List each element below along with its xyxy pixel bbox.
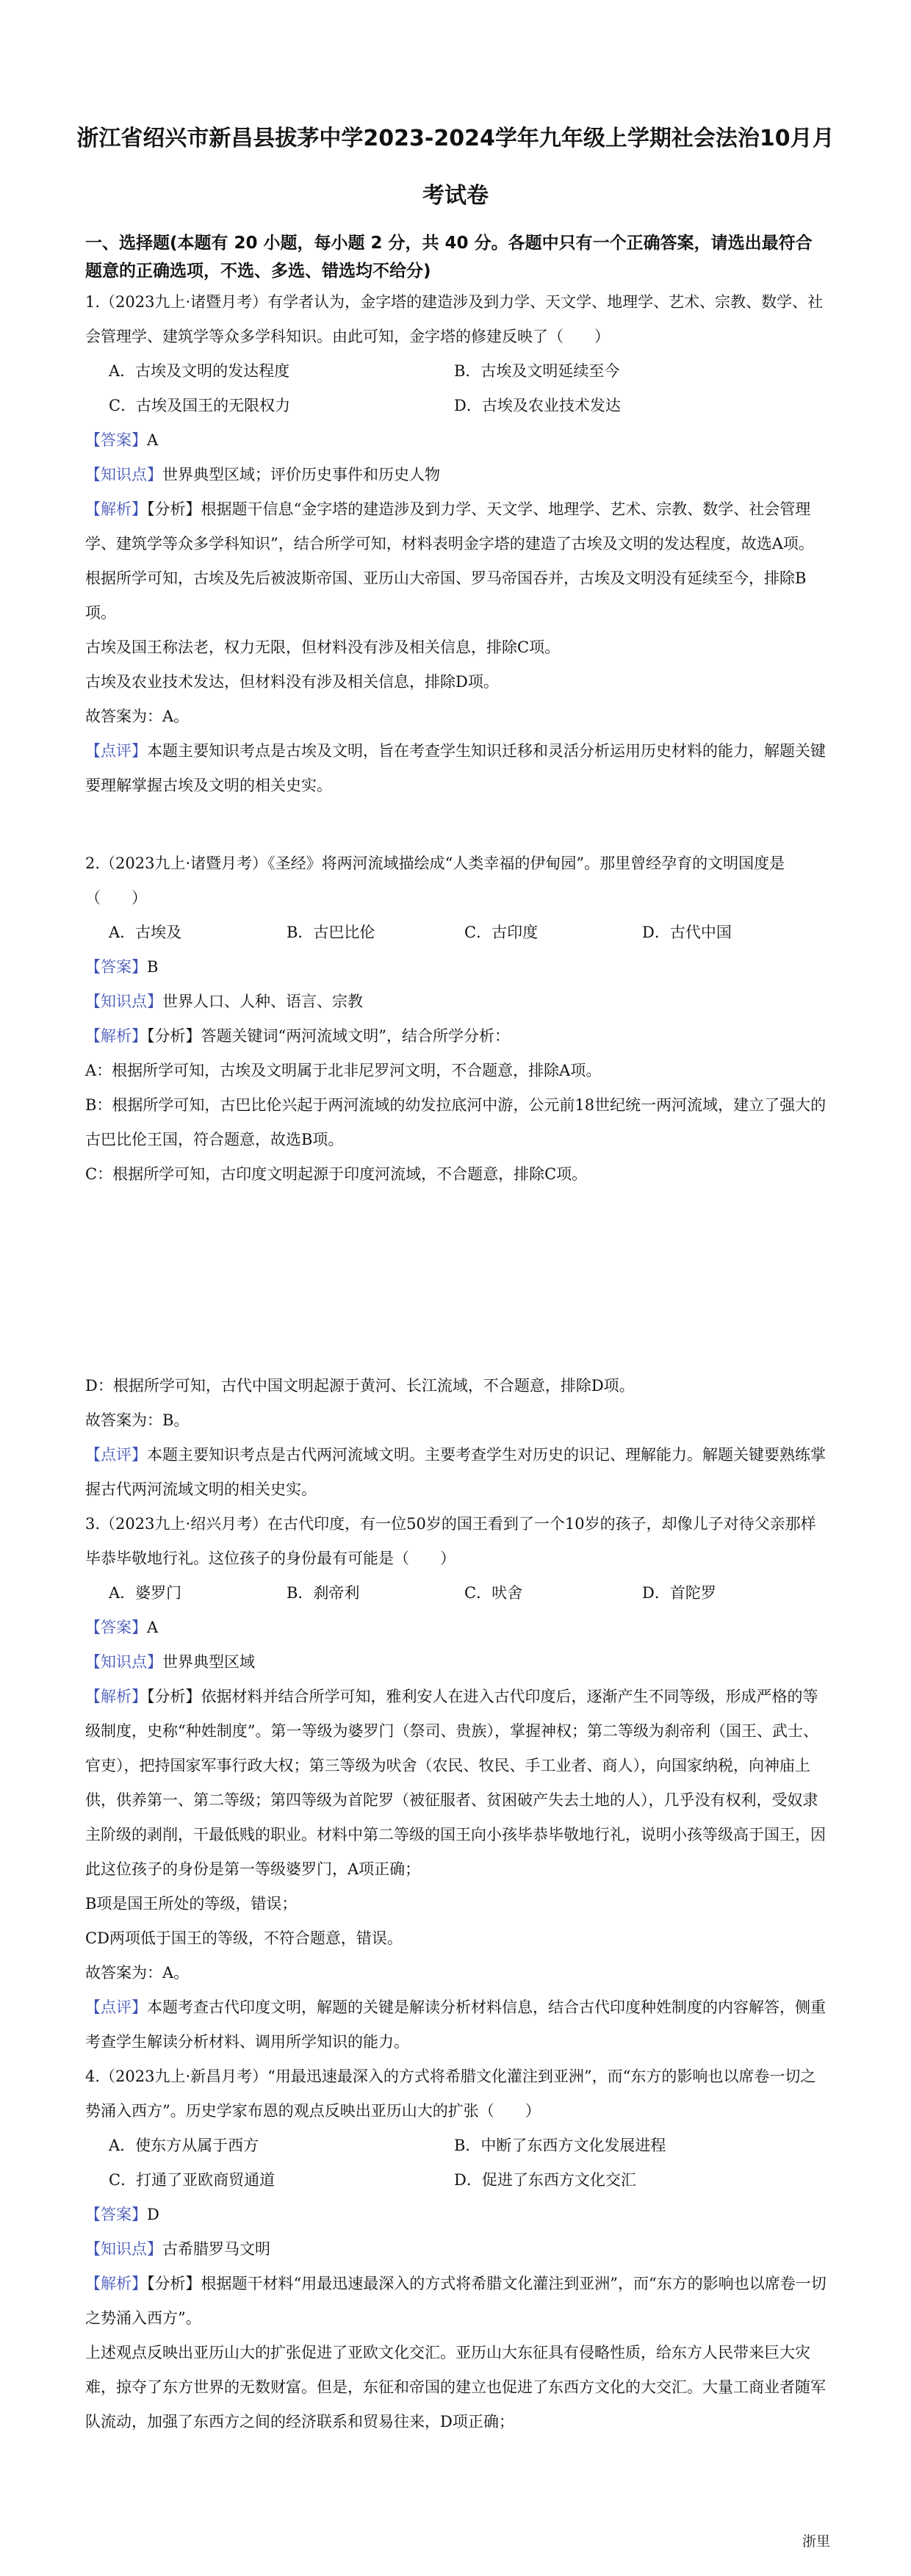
analysis-text: 【分析】依据材料并结合所学可知，雅利安人在进入古代印度后，逐渐产生不同等级，形成严格的等级制度，史称“种姓制度”。第一等级为婆罗门（祭司、贵族），掌握神权；第二等级为刹帝利（国王、武士、官吏），把持国家军事行政大权；第三等级为吠舍（农民、牧民、手工业者、商人），向国家纳税，向神庙上供，供养第一、第二等级；第四等级为首陀罗（被征服者、贫困破产失去土地的人），几乎没有权利，受奴隶主阶级的剥削，干最低贱的职业。材料中第二等级的国王向小孩毕恭毕敬地行礼，说明小孩等级高于国王，因此这位孩子的身份是第一等级婆罗门，A项正确；: [85, 1688, 826, 1878]
option-d: D．古代中国: [642, 924, 732, 941]
comment-tag: 【点评】: [85, 1446, 147, 1464]
analysis-text: 【分析】根据题干信息“金字塔的建造涉及到力学、天文学、地理学、艺术、宗教、数学、社会管理学、建筑学等众多学科知识”，结合所学可知，材料表明金字塔的建造了古埃及文明的发达程度，故选A项。: [85, 500, 814, 553]
option-list: [85, 2129, 827, 2198]
option-a: A．古埃及: [109, 924, 182, 941]
section-heading: 一、选择题(本题有 20 小题，每小题 2 分，共 40 分。各题中只有一个正确答案，请选出最符合题意的正确选项，不选、多选、错选均不给分): [85, 234, 813, 281]
option-list: [85, 915, 827, 950]
knowledge-text: 世界典型区域: [162, 1653, 255, 1671]
question-stem: 4.（2023九上·新昌月考）“用最迅速最深入的方式将希腊文化灌注到亚洲”，而“东方的影响也以席卷一切之势涌入西方”。历史学家布恩的观点反映出亚历山大的扩张（ ）: [85, 2068, 816, 2120]
analysis-line: [85, 1680, 827, 1887]
knowledge-line: [85, 1645, 827, 1680]
page-title: 浙江省绍兴市新昌县拔茅中学2023-2024学年九年级上学期社会法治10月月考试卷: [76, 126, 835, 209]
option-c: C．吠舍: [464, 1584, 523, 1602]
knowledge-tag: 【知识点】: [85, 2240, 162, 2258]
option-list: [85, 1576, 827, 1611]
comment-line: [85, 734, 827, 803]
answer-value: A: [147, 1619, 159, 1636]
answer-line: [85, 1611, 827, 1645]
option-b: B．刹帝利: [287, 1584, 360, 1602]
answer-value: B: [147, 958, 159, 976]
analysis-line: [85, 2267, 827, 2336]
analysis-line: 古埃及国王称法老，权力无限，但材料没有涉及相关信息，排除C项。: [85, 638, 561, 656]
analysis-line: 故答案为：A。: [85, 708, 190, 725]
question-stem: 3.（2023九上·绍兴月考）在古代印度，有一位50岁的国王看到了一个10岁的孩子，却像儿子对待父亲那样毕恭毕敬地行礼。这位孩子的身份最有可能是（ ）: [85, 1515, 816, 1567]
analysis-line: 上述观点反映出亚历山大的扩张促进了亚欧文化交汇。亚历山大东征具有侵略性质，给东方人民带来巨大灾难，掠夺了东方世界的无数财富。但是，东征和帝国的建立也促进了东西方文化的大交汇。大量工商业者随军队流动，加强了东西方之间的经济联系和贸易往来，D项正确；: [85, 2344, 826, 2431]
option-d: D．首陀罗: [642, 1584, 716, 1602]
analysis-line: 故答案为：A。: [85, 1964, 190, 1982]
comment-text: 本题考查古代印度文明，解题的关键是解读分析材料信息，结合古代印度种姓制度的内容解答，侧重考查学生解读分析材料、调用所学知识的能力。: [85, 1998, 826, 2051]
question-1: [85, 285, 827, 803]
option-c: C．打通了亚欧商贸通道: [109, 2171, 276, 2189]
option-b: B．古埃及文明延续至今: [454, 362, 620, 380]
analysis-line: 古埃及农业技术发达，但材料没有涉及相关信息，排除D项。: [85, 673, 499, 691]
analysis-line: CD两项低于国王的等级，不符合题意，错误。: [85, 1929, 403, 1947]
analysis-line: B：根据所学可知，古巴比伦兴起于两河流域的幼发拉底河中游，公元前18世纪统一两河流域，建立了强大的古巴比伦王国，符合题意，故选B项。: [85, 1096, 827, 1148]
knowledge-tag: 【知识点】: [85, 993, 162, 1010]
knowledge-text: 世界典型区域；评价历史事件和历史人物: [162, 466, 440, 483]
knowledge-line: [85, 2232, 827, 2267]
analysis-line: B项是国王所处的等级，错误；: [85, 1895, 298, 1913]
analysis-tag: 【解析】: [85, 1688, 147, 1705]
option-d: D．古埃及农业技术发达: [454, 397, 621, 414]
option-b: B．古巴比伦: [287, 924, 375, 941]
option-c: C．古印度: [464, 924, 539, 941]
analysis-line: 故答案为：B。: [85, 1411, 190, 1429]
question-4: [85, 2059, 827, 2439]
analysis-line: [85, 1019, 827, 1054]
option-a: A．使东方从属于西方: [109, 2137, 259, 2154]
analysis-text: 【分析】根据题干材料“用最迅速最深入的方式将希腊文化灌注到亚洲”，而“东方的影响也以席卷一切之势涌入西方”。: [85, 2275, 827, 2327]
answer-line: [85, 950, 827, 985]
question-3: [85, 1507, 827, 2059]
knowledge-line: [85, 985, 827, 1019]
question-2-continued: [85, 1369, 827, 2439]
knowledge-line: [85, 458, 827, 492]
comment-tag: 【点评】: [85, 1998, 147, 2016]
analysis-line: D：根据所学可知，古代中国文明起源于黄河、长江流域，不合题意，排除D项。: [85, 1377, 635, 1395]
option-b: B．中断了东西方文化发展进程: [454, 2137, 666, 2154]
option-a: A．古埃及文明的发达程度: [109, 362, 290, 380]
knowledge-text: 世界人口、人种、语言、宗教: [162, 993, 363, 1010]
analysis-tag: 【解析】: [85, 2275, 147, 2292]
analysis-line: C：根据所学可知，古印度文明起源于印度河流域，不合题意，排除C项。: [85, 1165, 588, 1183]
answer-line: [85, 423, 827, 458]
question-stem: 2.（2023九上·诸暨月考）《圣经》将两河流域描绘成“人类幸福的伊甸园”。那里曾经孕育的文明国度是（ ）: [85, 855, 785, 907]
comment-line: [85, 1438, 827, 1507]
knowledge-text: 古希腊罗马文明: [162, 2240, 270, 2258]
question-stem: 1.（2023九上·诸暨月考）有学者认为，金字塔的建造涉及到力学、天文学、地理学、艺术、宗教、数学、社会管理学、建筑学等众多学科知识。由此可知，金字塔的修建反映了（ ）: [85, 293, 824, 345]
answer-tag: 【答案】: [85, 2206, 147, 2223]
analysis-line: A：根据所学可知，古埃及文明属于北非尼罗河文明，不合题意，排除A项。: [85, 1062, 602, 1079]
answer-tag: 【答案】: [85, 958, 147, 976]
answer-line: [85, 2198, 827, 2232]
analysis-line: 根据所学可知，古埃及先后被波斯帝国、亚历山大帝国、罗马帝国吞并，古埃及文明没有延续至今，排除B项。: [85, 569, 807, 622]
answer-value: A: [147, 431, 159, 449]
knowledge-tag: 【知识点】: [85, 466, 162, 483]
analysis-text: 【分析】答题关键词“两河流域文明”，结合所学分析：: [147, 1027, 510, 1045]
knowledge-tag: 【知识点】: [85, 1653, 162, 1671]
analysis-tag: 【解析】: [85, 500, 147, 518]
option-list: [85, 354, 827, 423]
comment-text: 本题主要知识考点是古埃及文明，旨在考查学生知识迁移和灵活分析运用历史材料的能力，解题关键要理解掌握古埃及文明的相关史实。: [85, 742, 826, 794]
comment-text: 本题主要知识考点是古代两河流域文明。主要考查学生对历史的识记、理解能力。解题关键要熟练掌握古代两河流域文明的相关史实。: [85, 1446, 826, 1498]
answer-tag: 【答案】: [85, 1619, 147, 1636]
option-a: A．婆罗门: [109, 1584, 182, 1602]
answer-tag: 【答案】: [85, 431, 147, 449]
comment-tag: 【点评】: [85, 742, 147, 760]
page-footer: 浙里: [802, 2533, 830, 2550]
answer-value: D: [147, 2206, 159, 2223]
question-2: [85, 846, 827, 1192]
option-d: D．促进了东西方文化交汇: [454, 2171, 636, 2189]
comment-line: [85, 1990, 827, 2059]
analysis-tag: 【解析】: [85, 1027, 147, 1045]
option-c: C．古埃及国王的无限权力: [109, 397, 291, 414]
analysis-line: [85, 492, 827, 561]
